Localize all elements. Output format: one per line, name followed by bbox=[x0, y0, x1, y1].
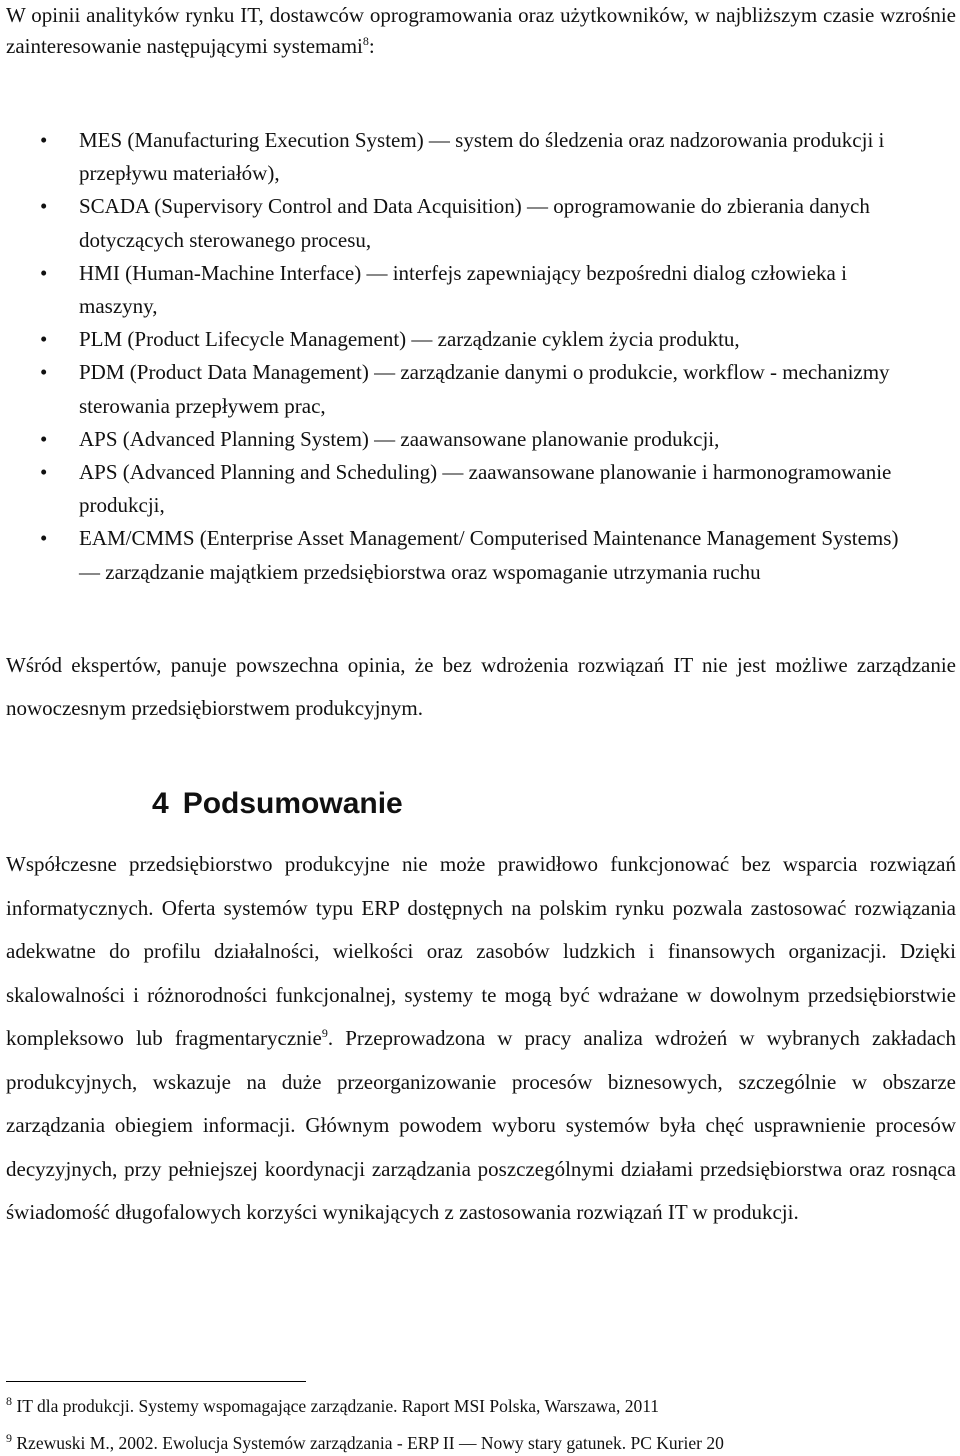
list-item bbox=[0, 522, 960, 588]
list-item bbox=[0, 124, 960, 190]
section-heading bbox=[152, 784, 403, 824]
list-item bbox=[0, 323, 960, 356]
footnote-8 bbox=[6, 1393, 956, 1419]
intro-suffix: : bbox=[368, 34, 375, 58]
bullet-icon: • bbox=[40, 460, 48, 485]
footnote-number: 9 bbox=[6, 1431, 12, 1446]
bullet-icon: • bbox=[40, 260, 48, 285]
list-item bbox=[0, 456, 960, 522]
summary-text-part-2: . Przeprowadzona w pracy analiza wdrożeń w wybranych zakładach produkcyjnych, wskazuje na duże przeorganizowanie procesów biznesowych, szczególnie w obszarze zarządzania obiegiem informacji. Głównym powodem wyboru systemów była chęć usprawnienie procesów decyzyjnych, przy pełniejszej koordynacji zarządzania poszczególnymi działami przedsiębiorstwa oraz rosnąca świadomość długofalowych korzyści wynikających z zastosowania rozwiązań IT w produkcji. bbox=[6, 1026, 956, 1224]
section-title: Podsumowanie bbox=[182, 787, 403, 820]
footnote-ref-9[interactable]: 9 bbox=[321, 1026, 328, 1040]
list-item-text: APS (Advanced Planning System) ― zaawansowane planowanie produkcji, bbox=[79, 426, 720, 451]
expert-opinion-paragraph: Wśród ekspertów, panuje powszechna opinia, że bez wdrożenia rozwiązań IT nie jest możliwe zarządzanie nowoczesnym przedsiębiorstwem produkcyjnym. bbox=[6, 653, 956, 720]
footnote-ref-8[interactable]: 8 bbox=[362, 34, 369, 48]
footnote-text: IT dla produkcji. Systemy wspomagające zarządzanie. Raport MSI Polska, Warszawa, 2011 bbox=[12, 1396, 660, 1416]
bullet-icon: • bbox=[40, 327, 48, 352]
section-number: 4 bbox=[152, 787, 169, 820]
intro-paragraph bbox=[6, 0, 956, 62]
list-item-text: PDM (Product Data Management) ― zarządzanie danymi o produkcie, workflow - mechanizmy sterowania przepływem prac, bbox=[79, 360, 890, 418]
list-item bbox=[0, 257, 960, 323]
list-item-text: SCADA (Supervisory Control and Data Acquisition) ― oprogramowanie do zbierania danych dotyczących sterowanego procesu, bbox=[79, 194, 870, 252]
footnote-separator bbox=[6, 1381, 306, 1382]
list-item-text: PLM (Product Lifecycle Management) ― zarządzanie cyklem życia produktu, bbox=[79, 327, 740, 352]
bullet-icon: • bbox=[40, 526, 48, 551]
list-item-text: MES (Manufacturing Execution System) ― system do śledzenia oraz nadzorowania produkcji i przepływu materiałów), bbox=[79, 128, 885, 186]
list-item-text: HMI (Human-Machine Interface) ― interfejs zapewniający bezpośredni dialog człowieka i maszyny, bbox=[79, 260, 847, 319]
footnote-9 bbox=[6, 1430, 956, 1456]
list-item bbox=[0, 356, 960, 422]
bullet-icon: • bbox=[40, 360, 48, 385]
footnote-number: 8 bbox=[6, 1394, 12, 1409]
bullet-icon: • bbox=[40, 426, 48, 451]
bullet-icon: • bbox=[40, 128, 48, 152]
footnote-text: Rzewuski M., 2002. Ewolucja Systemów zarządzania - ERP II ― Nowy stary gatunek. PC Kurier 20 bbox=[12, 1433, 724, 1453]
list-item-text: APS (Advanced Planning and Scheduling) ― zaawansowane planowanie i harmonogramowanie produkcji, bbox=[79, 460, 892, 518]
systems-list bbox=[0, 124, 960, 589]
list-item bbox=[0, 190, 960, 256]
summary-text-part-1: Współczesne przedsiębiorstwo produkcyjne nie może prawidłowo funkcjonować bez wsparcia rozwiązań informatycznych. Oferta systemów typu ERP dostępnych na polskim rynku pozwala zastosować rozwiązania adekwatne do profilu działalności, wielkości oraz zasobów ludzkich i finansowych organizacji. Dzięki skalowalności i różnorodności funkcjonalnej, systemy te mogą być wdrażane w dowolnym przedsiębiorstwie kompleksowo lub fragmentarycznie bbox=[6, 852, 956, 1050]
list-item bbox=[0, 423, 960, 456]
intro-text: W opinii analityków rynku IT, dostawców oprogramowania oraz użytkowników, w najbliższym czasie wzrośnie zainteresowanie następującymi systemami bbox=[6, 3, 956, 58]
bullet-icon: • bbox=[40, 194, 48, 219]
summary-paragraph bbox=[6, 843, 956, 1235]
list-item-text: EAM/CMMS (Enterprise Asset Management/ Computerised Maintenance Management Systems) ― zarządzanie majątkiem przedsiębiorstwa oraz wspomaganie utrzymania ruchu bbox=[79, 526, 899, 584]
